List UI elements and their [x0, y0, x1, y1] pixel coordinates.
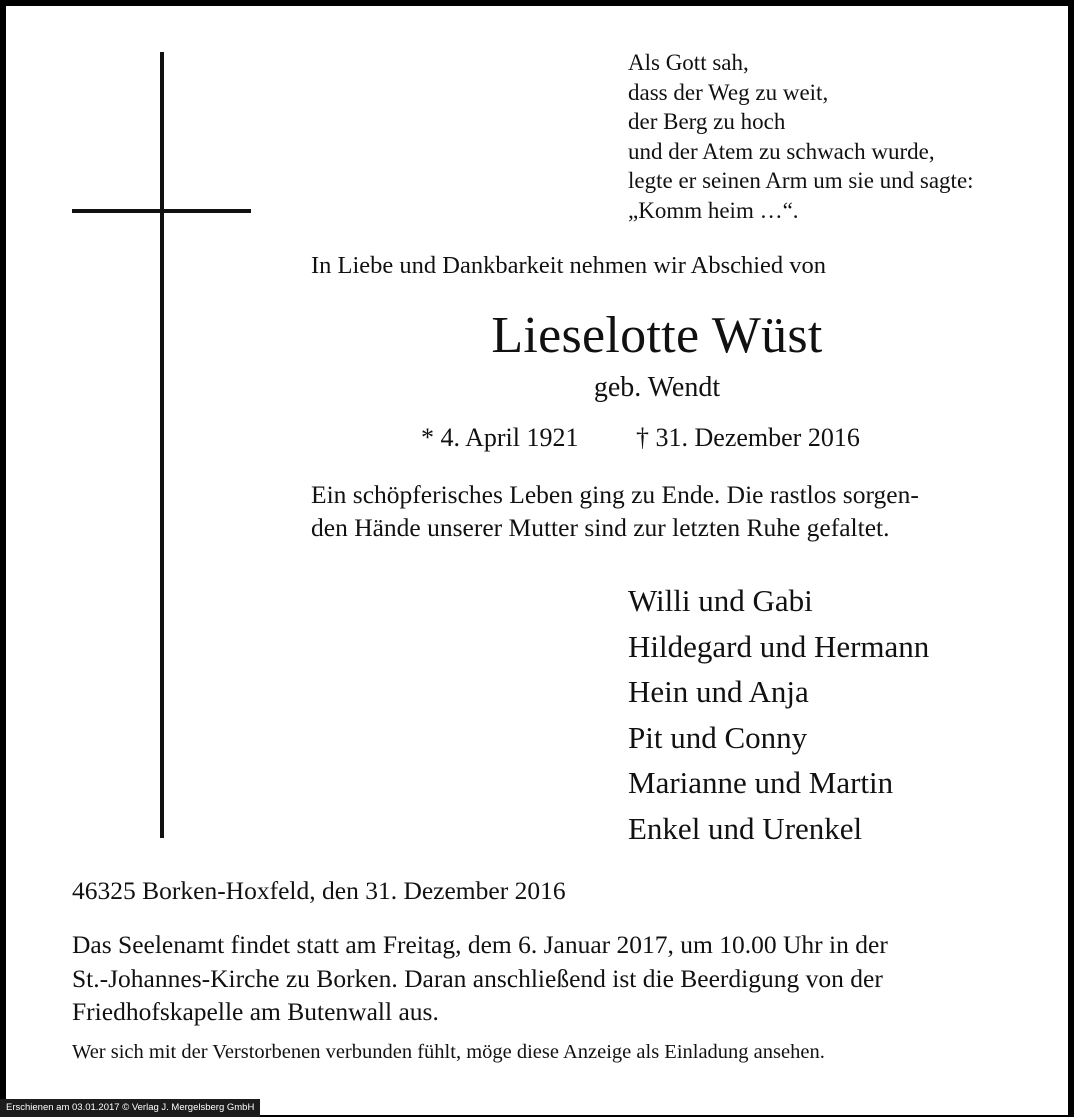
birth-date: * 4. April 1921: [421, 423, 579, 452]
deceased-name: Lieselotte Wüst: [491, 307, 823, 364]
service-line: Friedhofskapelle am Butenwall aus.: [72, 997, 439, 1026]
poem-line: Als Gott sah,: [628, 50, 749, 75]
poem-line: dass der Weg zu weit,: [628, 79, 829, 105]
tribute-line: Ein schöpferisches Leben ging zu Ende. Die rastlos sorgen-: [311, 480, 919, 509]
publication-footer: Erschienen am 03.01.2017 © Verlag J. Mergelsberg GmbH: [0, 1099, 260, 1117]
poem: [628, 48, 974, 225]
tribute-paragraph: [311, 478, 919, 544]
place-date: 46325 Borken-Hoxfeld, den 31. Dezember 2016: [72, 876, 566, 905]
mourner-entry: Hildegard und Hermann: [628, 628, 930, 664]
service-info: [72, 928, 888, 1029]
mourner-entry: Willi und Gabi: [628, 583, 813, 618]
maiden-name: geb. Wendt: [593, 372, 721, 403]
mourner-entry: Hein und Anja: [628, 674, 809, 710]
poem-line: „Komm heim …“.: [628, 197, 799, 223]
tribute-line: den Hände unserer Mutter sind zur letzten Ruhe gefaltet.: [311, 513, 890, 542]
poem-line: und der Atem zu schwach wurde,: [628, 138, 935, 164]
invitation-note: Wer sich mit der Verstorbenen verbunden fühlt, möge diese Anzeige als Einladung ansehen.: [72, 1041, 825, 1063]
cross-vertical-bar: [160, 52, 164, 838]
mourner-entry: Pit und Conny: [628, 719, 808, 755]
intro-text: In Liebe und Dankbarkeit nehmen wir Abschied von: [311, 252, 827, 279]
service-line: St.-Johannes-Kirche zu Borken. Daran anschließend ist die Beerdigung von der: [72, 963, 883, 993]
death-date: † 31. Dezember 2016: [636, 423, 860, 452]
mourners-list: [628, 578, 929, 852]
mourner-entry: Marianne und Martin: [628, 765, 894, 801]
service-line: Das Seelenamt findet statt am Freitag, dem 6. Januar 2017, um 10.00 Uhr in der: [72, 930, 888, 959]
mourner-entry: Enkel und Urenkel: [628, 810, 863, 846]
cross-horizontal-bar: [72, 209, 251, 213]
poem-line: legte er seinen Arm um sie und sagte:: [628, 168, 974, 193]
poem-line: der Berg zu hoch: [628, 109, 786, 134]
